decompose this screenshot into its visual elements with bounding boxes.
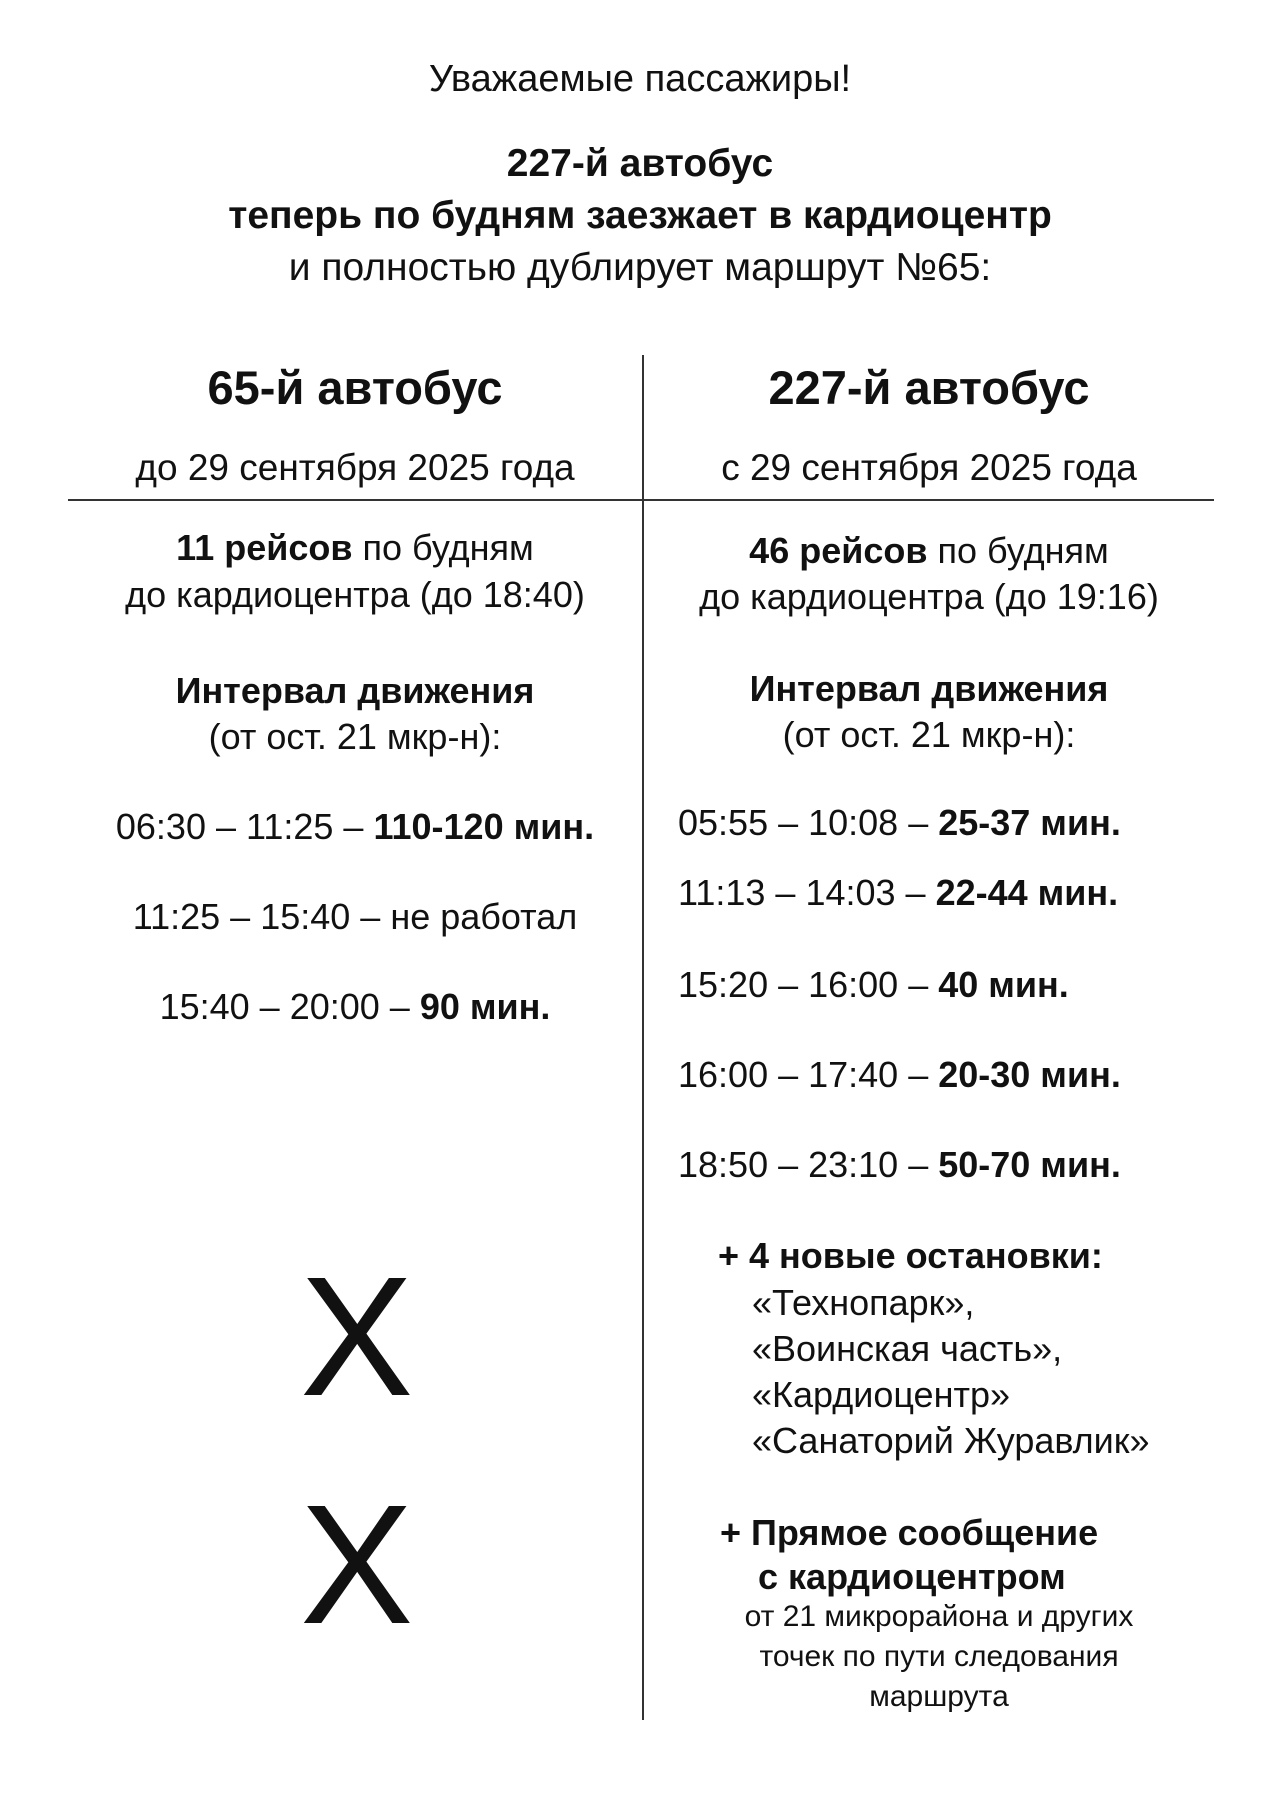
right-column-date: с 29 сентября 2025 года <box>721 447 1137 488</box>
direct-connection-subtitle: с кардиоцентром <box>758 1556 1066 1597</box>
cross-mark-direct-connection: X <box>300 1470 414 1660</box>
right-column-title: 227-й автобус <box>768 361 1090 414</box>
direct-connection-title: + Прямое сообщение <box>720 1512 1099 1553</box>
interval-value: 22-44 мин. <box>935 872 1119 913</box>
left-trips-count <box>70 527 640 569</box>
left-trips-bold: 11 рейсов <box>176 527 353 568</box>
left-trips-rest: по будням <box>352 527 534 568</box>
right-trips-line2: до кардиоцентра (до 19:16) <box>699 576 1159 617</box>
interval-value: 25-37 мин. <box>938 802 1121 843</box>
right-trips-bold: 46 рейсов <box>749 530 928 571</box>
direct-connection-text: от 21 микрорайона и других <box>744 1600 1134 1633</box>
interval-value: 90 мин. <box>419 986 551 1027</box>
direct-connection-text: маршрута <box>869 1680 1009 1713</box>
stop-item: «Санаторий Журавлик» <box>752 1420 1150 1461</box>
stop-item: «Технопарк», <box>752 1282 975 1323</box>
stop-item: «Кардиоцентр» <box>752 1374 1010 1415</box>
interval-value: 40 мин. <box>938 964 1069 1005</box>
column-divider-horizontal <box>68 499 1214 501</box>
interval-range: 15:20 – 16:00 – <box>678 964 939 1005</box>
left-column-date: до 29 сентября 2025 года <box>135 447 575 488</box>
left-interval-title: Интервал движения <box>175 670 535 711</box>
left-interval-row <box>70 986 640 1028</box>
greeting: Уважаемые пассажиры! <box>428 58 852 100</box>
left-column-title: 65-й автобус <box>207 361 503 414</box>
headline-route: 227-й автобус <box>506 142 774 185</box>
interval-value: 20-30 мин. <box>938 1054 1121 1095</box>
stop-item: «Воинская часть», <box>752 1328 1063 1369</box>
interval-value: 50-70 мин. <box>938 1144 1121 1185</box>
interval-range: 18:50 – 23:10 – <box>678 1144 939 1185</box>
right-interval-row <box>678 1054 1121 1096</box>
interval-range: 15:40 – 20:00 – <box>159 986 420 1027</box>
left-interval-row <box>70 896 640 938</box>
interval-value: 110-120 мин. <box>373 806 595 847</box>
interval-range: 11:25 – 15:40 – не работал <box>132 896 578 937</box>
left-interval-row <box>70 806 640 848</box>
new-stops-title: + 4 новые остановки: <box>718 1235 1103 1276</box>
right-interval-title: Интервал движения <box>749 668 1109 709</box>
interval-range: 11:13 – 14:03 – <box>678 872 936 913</box>
left-trips-line2: до кардиоцентра (до 18:40) <box>125 574 585 615</box>
interval-range: 16:00 – 17:40 – <box>678 1054 939 1095</box>
headline-duplicate: и полностью дублирует маршрут №65: <box>288 246 992 289</box>
left-interval-sub: (от ост. 21 мкр-н): <box>208 716 502 757</box>
interval-range: 06:30 – 11:25 – <box>115 806 374 847</box>
right-interval-row <box>678 872 1118 914</box>
right-interval-row <box>678 964 1069 1006</box>
right-trips-count <box>644 530 1214 572</box>
direct-connection-text: точек по пути следования <box>759 1640 1119 1673</box>
right-interval-row <box>678 1144 1121 1186</box>
headline-change: теперь по будням заезжает в кардиоцентр <box>228 194 1052 237</box>
right-interval-sub: (от ост. 21 мкр-н): <box>782 714 1076 755</box>
right-trips-rest: по будням <box>927 530 1109 571</box>
interval-range: 05:55 – 10:08 – <box>678 802 939 843</box>
cross-mark-new-stops: X <box>300 1242 414 1432</box>
right-interval-row <box>678 802 1121 844</box>
